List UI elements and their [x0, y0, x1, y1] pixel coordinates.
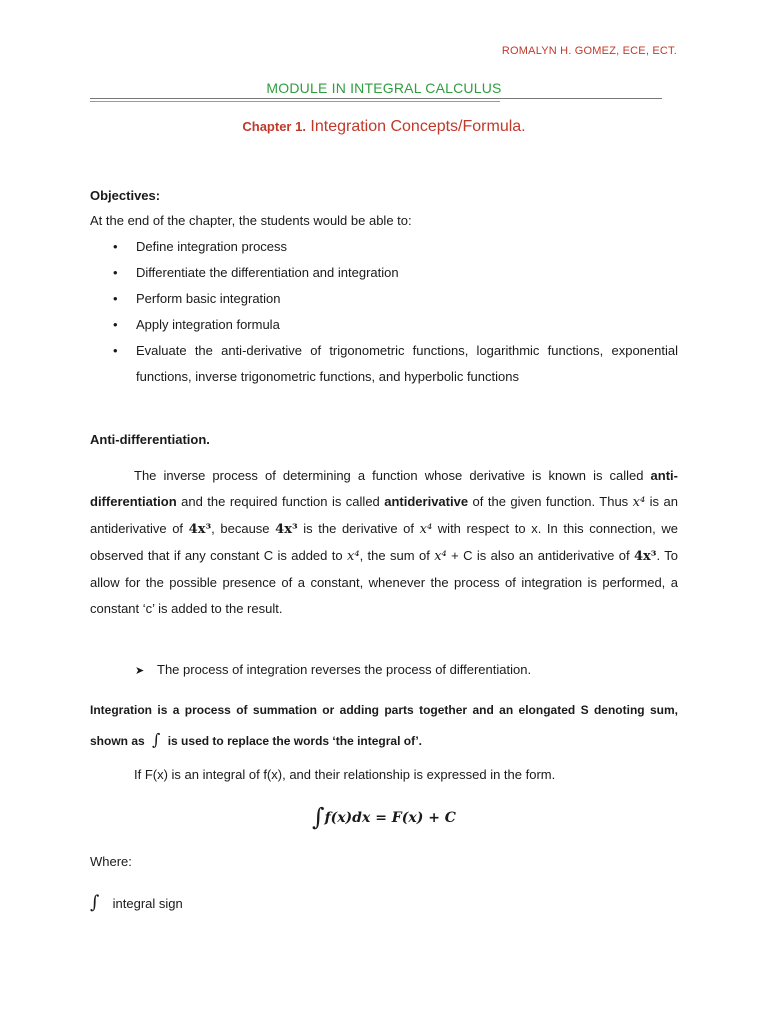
- anti-differentiation-paragraph: The inverse process of determining a function whose derivative is known is called anti-differentiation and the required function is called antiderivative of the given function. Thus x⁴ is an antiderivative of 4x³, because 4x³ is the derivative of x⁴ with respect to x. In this connection, we observed that if any constant C is added to x⁴, the sum of x⁴ + C is also an antiderivative of 4x³. To allow for the possible presence of a constant, whenever the process of integration is performed, a constant ‘c’ is added to the result.: [90, 468, 678, 616]
- formula-body: f(x)dx = F(x) + C: [324, 810, 456, 826]
- list-item: • Perform basic integration: [110, 286, 678, 312]
- arrow-point-text: The process of integration reverses the process of differentiation.: [157, 662, 532, 677]
- arrow-bullet-icon: ➤: [135, 665, 145, 677]
- integral-symbol-icon: ∫: [152, 730, 161, 749]
- term-antiderivative: antiderivative: [384, 494, 469, 509]
- objectives-intro: At the end of the chapter, the students would be able to:: [90, 213, 412, 228]
- list-item: • Evaluate the anti-derivative of trigonometric functions, logarithmic functions, exponential functions, inverse trigonometric functions, and hyperbolic functions: [110, 338, 678, 390]
- integral-sign-text: integral sign: [112, 896, 183, 911]
- list-item: • Apply integration formula: [110, 312, 678, 338]
- chapter-label: Chapter 1.: [242, 119, 306, 134]
- module-title: MODULE IN INTEGRAL CALCULUS: [266, 80, 502, 96]
- header-rule-secondary: [90, 101, 500, 102]
- relationship-sentence: If F(x) is an integral of f(x), and their relationship is expressed in the form.: [134, 767, 556, 782]
- header-rule: [90, 98, 662, 99]
- integral-formula: [0, 803, 768, 831]
- author-header: ROMALYN H. GOMEZ, ECE, ECT.: [501, 45, 677, 57]
- chapter-title: Integration Concepts/Formula.: [310, 118, 526, 135]
- anti-differentiation-heading: Anti-differentiation.: [90, 432, 210, 447]
- integral-sign-definition: [90, 890, 183, 917]
- integral-sign-icon: ∫: [90, 892, 100, 913]
- arrow-point: [135, 657, 695, 684]
- list-item: • Define integration process: [110, 234, 678, 260]
- objectives-heading: Objectives:: [90, 188, 161, 203]
- summation-statement: Integration is a process of summation or adding parts together and an elongated S denoting sum, shown as ∫ is used to replace the words ‘the integral of’.: [90, 703, 678, 749]
- where-label: Where:: [90, 854, 132, 869]
- integral-sign-icon: ∫: [312, 803, 325, 831]
- term-anti-differentiation: anti-differentiation: [90, 468, 678, 509]
- objectives-list: [110, 234, 678, 390]
- chapter-heading: [0, 118, 768, 136]
- list-item: • Differentiate the differentiation and integration: [110, 260, 678, 286]
